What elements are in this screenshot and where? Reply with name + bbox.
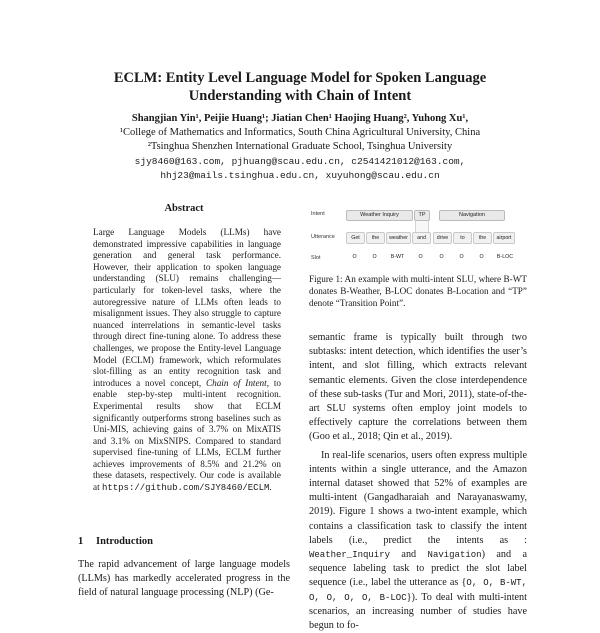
slot-label: O [479, 254, 484, 260]
abstract-body [93, 227, 281, 495]
abstract-text-end: . [269, 482, 272, 493]
utterance-token: and [412, 232, 431, 244]
para2-text-a: In real-life scenarios, users often express multiple intents within a single utterance, and the Amazon internal dataset showed that 52% of examples are multi-intent (Gangadharaiah and Narayanaswamy, 2019). Figure 1 shows a two-intent example, which contains a classification task to classify the intent labels (i.e., predict the intents as : [309, 449, 527, 546]
utterance-token: to [453, 232, 472, 244]
affiliation-2: ²Tsinghua Shenzhen International Graduate School, Tsinghua University [147, 141, 453, 152]
paragraph-multi-intent [309, 449, 527, 633]
para2-code-slots: O, O, B-WT, O, O, O, O, B-LOC [309, 578, 527, 603]
figure-1 [309, 207, 527, 267]
emails-line-2: hhj23@mails.tsinghua.edu.cn, xuyuhong@scau.edu.cn [160, 170, 440, 181]
slot-label: B-WT [390, 254, 405, 260]
utterance-token: the [473, 232, 492, 244]
slot-label: O [352, 254, 357, 260]
abstract-heading: Abstract [164, 203, 204, 214]
slot-label: O [418, 254, 423, 260]
slot-label: O [372, 254, 377, 260]
para2-text-b: and [390, 549, 428, 561]
utterance-token: drive [433, 232, 452, 244]
abstract-italic-term: Chain of Intent [205, 377, 267, 388]
slot-label: B-LOC [496, 254, 514, 260]
abstract-text-2: , to enable step-by-step multi-intent recognition. Experimental results show that ECLM significantly outperforms strong baselines such as Uni-MIS, achieving gains of 3.7% on MixATIS and 3.1% on MixSNIPS. Compared to standard supervised fine-tuning of LLMs, ECLM further achieves improvements of 8.5% and 21.2% on these datasets, respectively. Our code is available at [93, 377, 281, 493]
intent-box-navigation: Navigation [439, 210, 505, 221]
abstract-text-1: Large Language Models (LLMs) have demonstrated impressive capabilities in language generation and general task performance. However, their application to spoken language understanding (SLU) remains challenging—particularly for token-level tasks, where the autoregressive nature of LLMs often leads to misalignment issues. They also struggle to capture nuanced interrelations in semantic-level tasks through direct fine-tuning alone. To address these challenges, we propose the Entity-level Language Model (ECLM) framework, which reformulates slot-filling as an entity recognition task and introduces a novel concept, [93, 227, 281, 388]
para2-text-d: }). To deal with multi-intent scenarios, an increasing number of studies have begun to fo- [309, 591, 527, 632]
section-heading-introduction [78, 536, 153, 547]
abstract-code-link[interactable]: https://github.com/SJY8460/ECLM [101, 483, 270, 494]
intent-box-tp: TP [414, 210, 430, 221]
affiliation-1: ¹College of Mathematics and Informatics, South China Agricultural University, China [119, 127, 481, 138]
para2-code-weather: Weather_Inquiry [309, 550, 391, 561]
para2-code-navigation: Navigation [427, 550, 482, 561]
figure-1-caption: Figure 1: An example with multi-intent SLU, where B-WT donates B-Weather, B-LOC donates B-Location and “TP” denote “Transition Point”. [309, 274, 527, 308]
emails-line-1: sjy8460@163.com, pjhuang@scau.edu.cn, c2541421012@163.com, [134, 156, 466, 167]
utterance-token: Get [346, 232, 365, 244]
row-label-intent: Intent [311, 211, 325, 217]
utterance-token: airport [493, 232, 515, 244]
intent-box-weather: Weather Inquiry [346, 210, 413, 221]
slot-label: O [439, 254, 444, 260]
author-list: Shangjian Yin¹, Peijie Huang¹; Jiatian Chen¹ Haojing Huang², Yuhong Xu¹, [131, 113, 469, 124]
section-number: 1 [78, 536, 84, 547]
introduction-text: The rapid advancement of large language models (LLMs) has markedly accelerated progress in the field of natural language processing (NLP) (Ge- [78, 559, 290, 598]
utterance-token: the [366, 232, 385, 244]
paper-title [40, 69, 560, 105]
title-line-2: Understanding with Chain of Intent [188, 88, 412, 104]
para2-text-c: ) and a sequence labeling task to predict the slot label sequence (i.e., label the utterance as { [309, 549, 527, 589]
right-column-body [309, 331, 527, 633]
row-label-utterance: Utterance [311, 234, 335, 240]
utterance-token: weather [386, 232, 411, 244]
section-title: Introduction [96, 536, 153, 547]
row-label-slot: Slot [311, 255, 321, 261]
paragraph-semantic-frame: semantic frame is typically built through two subtasks: intent detection, which identifies the user’s intent, and slot filling, which extracts relevant semantic elements. Given the close interdependence of these sub-tasks (Tur and Mori, 2011), state-of-the-art SLU systems often employ joint models to effectively capture the correlations between them (Goo et al., 2018; Qin et al., 2019). [309, 332, 527, 443]
slot-label: O [459, 254, 464, 260]
title-line-1: ECLM: Entity Level Language Model for Spoken Language [113, 70, 487, 86]
